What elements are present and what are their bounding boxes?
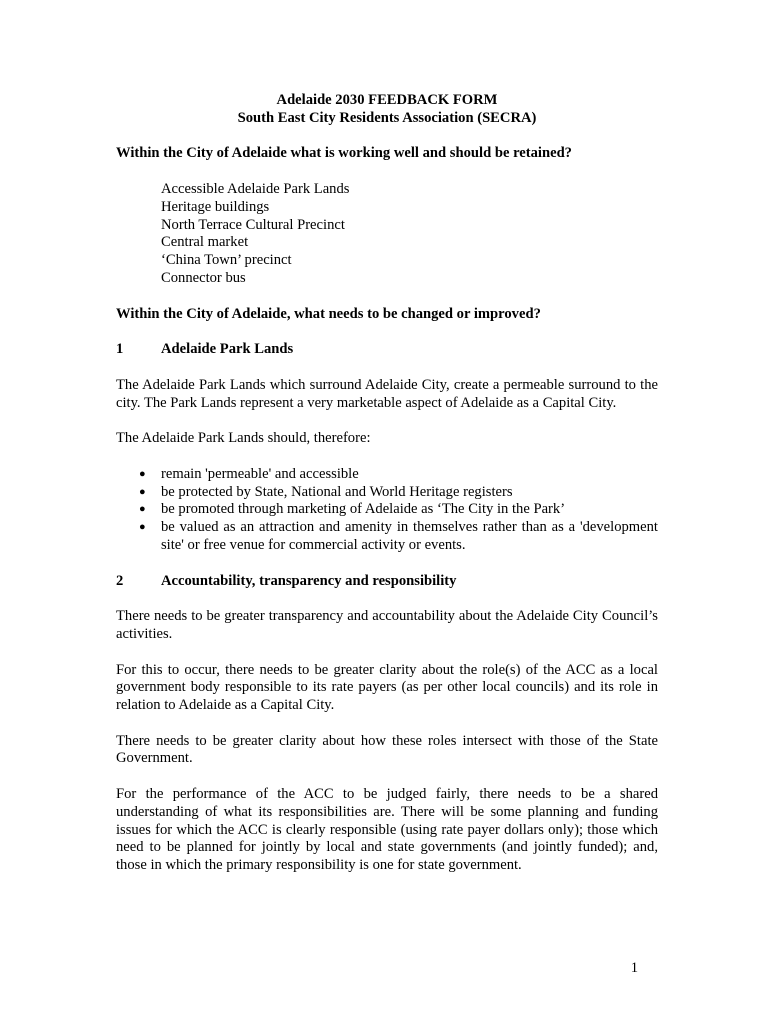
question-improved: Within the City of Adelaide, what needs to be changed or improved?: [116, 305, 541, 322]
bullet-icon: ●: [139, 521, 146, 534]
list-item: Accessible Adelaide Park Lands: [161, 180, 350, 197]
section-2-paragraph: For this to occur, there needs to be greater clarity about the role(s) of the ACC as a local government body responsible to its rate payers (as per other local councils) and its role in relation to Adelaide as a Capital City.: [116, 661, 658, 714]
section-1-paragraph: The Adelaide Park Lands which surround Adelaide City, create a permeable surround to the city. The Park Lands represent a very marketable aspect of Adelaide as a Capital City.: [116, 376, 658, 411]
section-1-paragraph: The Adelaide Park Lands should, therefore:: [116, 430, 371, 447]
list-item: Connector bus: [161, 269, 246, 286]
list-item: ‘China Town’ precinct: [161, 252, 292, 269]
section-2-paragraph: There needs to be greater transparency and accountability about the Adelaide City Council’s activities.: [116, 608, 658, 642]
section-title: Accountability, transparency and responsibility: [161, 572, 457, 589]
section-1-heading: [116, 341, 658, 359]
list-item: Heritage buildings: [161, 198, 270, 215]
section-number: 1: [116, 341, 124, 358]
document-page: [116, 92, 658, 875]
section-2-heading: [116, 573, 658, 591]
park-lands-bullets: [116, 466, 658, 555]
bullet-icon: ●: [139, 503, 146, 516]
bullet-item: ● be valued as an attraction and amenity in themselves rather than as a 'development site' or free venue for commercial activity or events.: [139, 519, 658, 553]
list-item: Central market: [161, 234, 249, 251]
list-item: North Terrace Cultural Precinct: [161, 216, 345, 233]
bullet-icon: ●: [139, 467, 146, 480]
page-number: 1: [630, 960, 638, 976]
section-2-paragraph: For the performance of the ACC to be judged fairly, there needs to be a shared understanding of what its responsibilities are. There will be some planning and funding issues for which the ACC is clearly responsible (using rate payer dollars only); those which need to be planned for jointly by local and state governments (and jointly funded); and, those in which the primary responsibility is one for state government.: [116, 786, 658, 874]
section-title: Adelaide Park Lands: [161, 341, 294, 358]
form-subtitle: South East City Residents Association (SECRA): [237, 109, 537, 126]
bullet-item: ● be promoted through marketing of Adelaide as ‘The City in the Park’: [139, 501, 566, 518]
question-retained: Within the City of Adelaide what is working well and should be retained?: [116, 145, 572, 162]
retained-list: [116, 181, 658, 288]
bullet-item: ● be protected by State, National and World Heritage registers: [139, 483, 513, 500]
section-2-paragraph: There needs to be greater clarity about how these roles intersect with those of the State Government.: [116, 732, 658, 767]
bullet-item: ● remain 'permeable' and accessible: [139, 465, 359, 482]
section-number: 2: [116, 572, 124, 589]
bullet-icon: ●: [139, 485, 146, 498]
form-title: Adelaide 2030 FEEDBACK FORM: [276, 92, 498, 108]
